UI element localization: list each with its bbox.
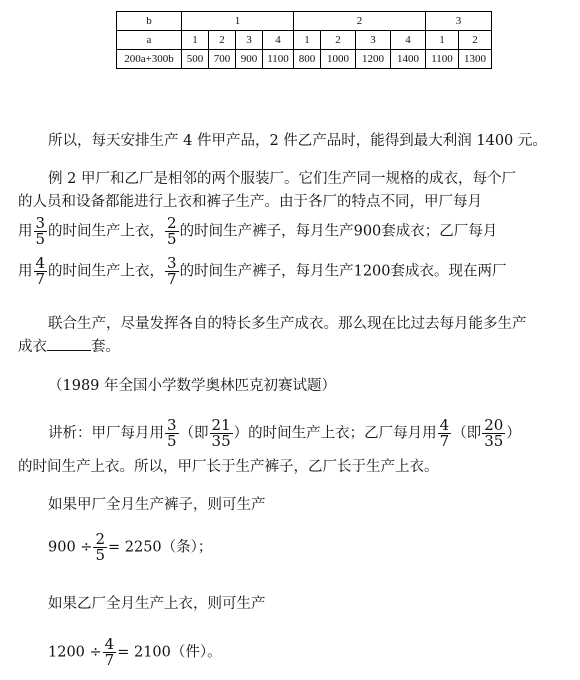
fraction bbox=[482, 418, 505, 449]
table-cell: 1 bbox=[182, 31, 209, 50]
question-line-1: 联合生产，尽量发挥各自的特长多生产成衣。那么现在比过去每月能多生产 bbox=[48, 316, 527, 332]
equation-part: 900 ÷ bbox=[48, 539, 93, 556]
equation-part: = 2250（条）； bbox=[107, 539, 213, 556]
text-fragment: ）的时间生产上衣；乙厂每月用 bbox=[233, 425, 437, 442]
table-cell: 200a+300b bbox=[117, 50, 182, 69]
case-a-text: 如果甲厂全月生产裤子，则可生产 bbox=[48, 497, 266, 513]
text-fragment: （即 bbox=[452, 425, 482, 442]
fraction-denominator: 5 bbox=[167, 230, 177, 248]
fraction-denominator: 7 bbox=[167, 270, 177, 288]
fraction-numerator: 21 bbox=[211, 416, 231, 434]
table-cell: 2 bbox=[321, 31, 356, 50]
text-fragment: 的时间生产裤子，每月生产1200套成衣。现在两厂 bbox=[179, 263, 507, 280]
fraction-numerator: 3 bbox=[35, 214, 46, 232]
equation-1 bbox=[48, 532, 212, 563]
table-cell: 1 bbox=[182, 12, 294, 31]
table-cell: 4 bbox=[263, 31, 294, 50]
fraction-denominator: 7 bbox=[439, 432, 450, 450]
equation-part: 1200 ÷ bbox=[48, 644, 102, 661]
fraction bbox=[165, 256, 179, 287]
question-line-2 bbox=[18, 336, 120, 358]
source-citation: （1989 年全国小学数学奥林匹克初赛试题） bbox=[48, 378, 337, 394]
fraction-denominator: 7 bbox=[35, 270, 46, 288]
text-fragment: 用 bbox=[18, 223, 33, 240]
table-cell: 1200 bbox=[356, 50, 391, 69]
text-fragment: 成衣 bbox=[18, 339, 47, 355]
fraction-denominator: 7 bbox=[104, 651, 115, 669]
text-fragment: 讲析：甲厂每月用 bbox=[48, 425, 164, 442]
fraction-denominator: 5 bbox=[167, 432, 177, 450]
fraction-denominator: 35 bbox=[211, 432, 231, 450]
fraction-numerator: 4 bbox=[439, 416, 450, 434]
table-cell: 1300 bbox=[459, 50, 492, 69]
fraction bbox=[34, 216, 48, 247]
fraction-denominator: 5 bbox=[35, 230, 46, 248]
text-fragment: 的时间生产上衣， bbox=[48, 263, 165, 280]
text-fragment: ） bbox=[506, 425, 521, 442]
fraction bbox=[165, 418, 179, 449]
answer-blank bbox=[47, 336, 91, 351]
fraction-numerator: 4 bbox=[104, 635, 115, 653]
fraction bbox=[34, 256, 48, 287]
text-fragment: 用 bbox=[18, 263, 33, 280]
text-fragment: 的时间生产裤子，每月生产900套成衣；乙厂每月 bbox=[179, 223, 498, 240]
table-cell: 1400 bbox=[391, 50, 426, 69]
table-cell: a bbox=[117, 31, 182, 50]
fraction bbox=[210, 418, 233, 449]
table-cell: 1 bbox=[426, 31, 459, 50]
table-cell: 2 bbox=[294, 12, 426, 31]
table-cell: 1100 bbox=[263, 50, 294, 69]
text-fragment: 套。 bbox=[91, 339, 120, 355]
table-row-b bbox=[117, 12, 492, 31]
table-cell: 3 bbox=[236, 31, 263, 50]
table-row-values bbox=[117, 50, 492, 69]
fraction-denominator: 5 bbox=[95, 546, 105, 564]
analysis-line-2: 的时间生产上衣。所以，甲厂长于生产裤子，乙厂长于生产上衣。 bbox=[18, 459, 439, 475]
table-cell: 1100 bbox=[426, 50, 459, 69]
table-cell: 500 bbox=[182, 50, 209, 69]
table-cell: 3 bbox=[356, 31, 391, 50]
fraction-denominator: 35 bbox=[484, 432, 504, 450]
fraction bbox=[93, 532, 107, 563]
fraction bbox=[165, 216, 179, 247]
fraction-numerator: 20 bbox=[484, 416, 504, 434]
table-cell: 1 bbox=[294, 31, 321, 50]
table-cell: 800 bbox=[294, 50, 321, 69]
profit-table bbox=[116, 11, 492, 69]
text-fragment: 的时间生产上衣， bbox=[48, 223, 165, 240]
analysis-line-1 bbox=[48, 418, 521, 449]
table-cell: 2 bbox=[459, 31, 492, 50]
fraction bbox=[103, 637, 117, 668]
example-2-line-4 bbox=[18, 256, 507, 287]
equation-part: = 2100（件）。 bbox=[117, 644, 222, 661]
conclusion-paragraph: 所以，每天安排生产 4 件甲产品，2 件乙产品时，能得到最大利润 1400 元。 bbox=[48, 133, 547, 149]
case-b-text: 如果乙厂全月生产上衣，则可生产 bbox=[48, 596, 266, 612]
fraction-numerator: 2 bbox=[167, 214, 177, 232]
table-cell: 900 bbox=[236, 50, 263, 69]
example-2-line-3 bbox=[18, 216, 497, 247]
table-cell: 3 bbox=[426, 12, 492, 31]
fraction bbox=[438, 418, 452, 449]
text-fragment: （即 bbox=[179, 425, 209, 442]
table-row-a bbox=[117, 31, 492, 50]
table-cell: 700 bbox=[209, 50, 236, 69]
table-cell: 2 bbox=[209, 31, 236, 50]
fraction-numerator: 4 bbox=[35, 254, 46, 272]
equation-2 bbox=[48, 637, 222, 668]
fraction-numerator: 2 bbox=[95, 530, 105, 548]
table-cell: b bbox=[117, 12, 182, 31]
example-2-line-2: 的人员和设备都能进行上衣和裤子生产。由于各厂的特点不同，甲厂每月 bbox=[18, 194, 482, 210]
fraction-numerator: 3 bbox=[167, 416, 177, 434]
example-2-line-1: 例 2 甲厂和乙厂是相邻的两个服装厂。它们生产同一规格的成衣，每个厂 bbox=[48, 171, 516, 187]
table-cell: 4 bbox=[391, 31, 426, 50]
table-cell: 1000 bbox=[321, 50, 356, 69]
fraction-numerator: 3 bbox=[167, 254, 177, 272]
